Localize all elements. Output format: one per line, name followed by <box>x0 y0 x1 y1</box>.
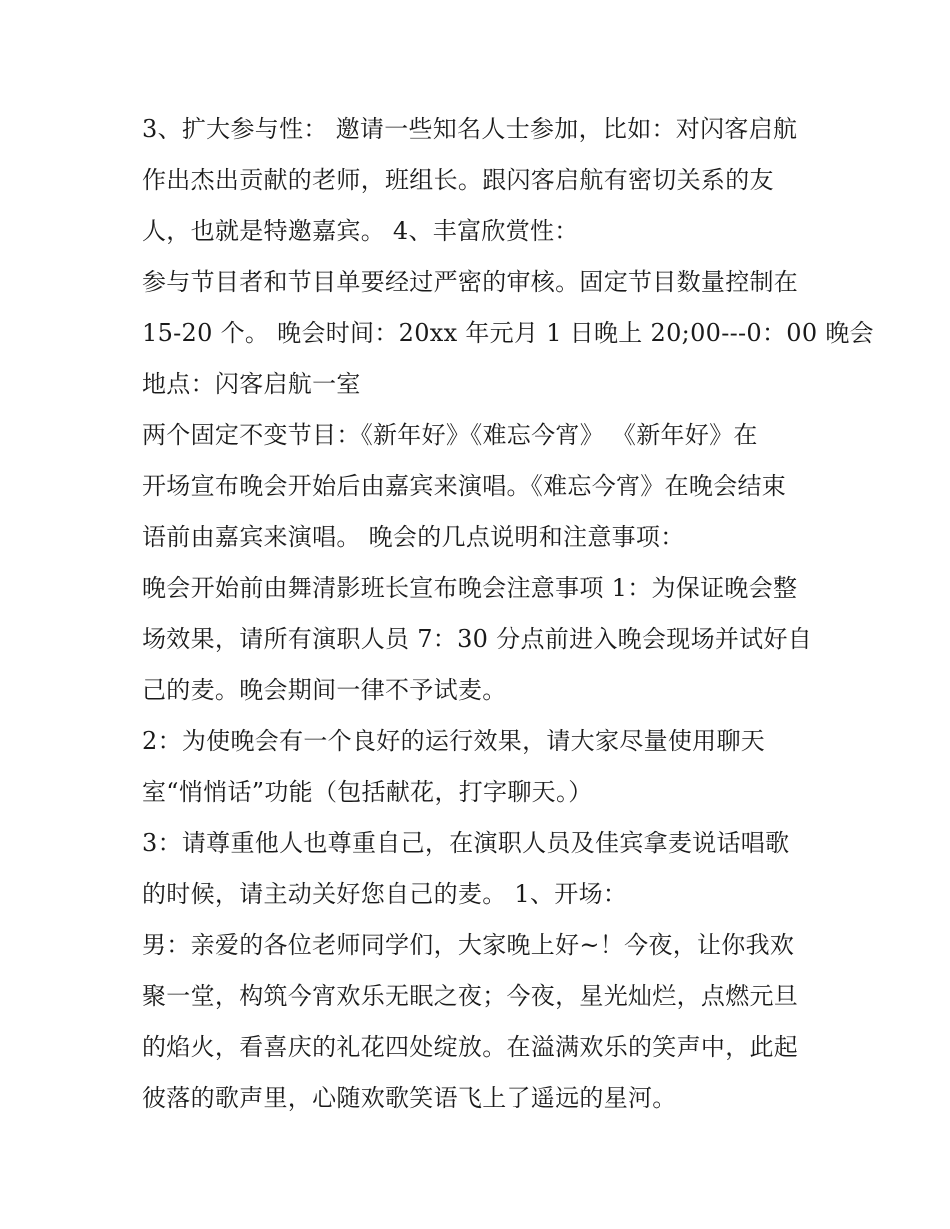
text-line: 室“悄悄话”功能（包括献花，打字聊天。） <box>142 778 593 806</box>
text-line: 的焰火，看喜庆的礼花四处绽放。在溢满欢乐的笑声中，此起 <box>142 1033 799 1061</box>
text-line: 15-20 个。 晚会时间：20xx 年元月 1 日晚上 20;00---0：00 晚会 <box>142 319 874 347</box>
text-line: 场效果，请所有演职人员 7：30 分点前进入晚会现场并试好自 <box>142 625 813 653</box>
text-line: 聚一堂，构筑今宵欢乐无眠之夜；今夜，星光灿烂，点燃元旦 <box>142 982 799 1010</box>
text-line: 地点：闪客启航一室 <box>142 370 361 398</box>
text-line: 彼落的歌声里，心随欢歌笑语飞上了遥远的星河。 <box>142 1084 677 1112</box>
text-line: 参与节目者和节目单要经过严密的审核。固定节目数量控制在 <box>142 268 799 296</box>
text-line: 语前由嘉宾来演唱。 晚会的几点说明和注意事项： <box>142 523 685 551</box>
text-line: 的时候，请主动关好您自己的麦。 1、开场： <box>142 880 628 908</box>
text-line: 2：为使晚会有一个良好的运行效果，请大家尽量使用聊天 <box>142 727 766 755</box>
text-line: 两个固定不变节目：《新年好》《难忘今宵》 《新年好》在 <box>142 421 758 449</box>
document-body <box>142 104 874 1124</box>
text-line: 开场宣布晚会开始后由嘉宾来演唱。《难忘今宵》在晚会结束 <box>142 472 787 500</box>
text-line: 晚会开始前由舞清影班长宣布晚会注意事项 1：为保证晚会整 <box>142 574 798 602</box>
text-line: 3、扩大参与性： 邀请一些知名人士参加，比如：对闪客启航 <box>142 115 798 143</box>
text-line: 己的麦。晚会期间一律不予试麦。 <box>142 676 507 704</box>
text-line: 3：请尊重他人也尊重自己，在演职人员及佳宾拿麦说话唱歌 <box>142 829 790 857</box>
text-line: 人，也就是特邀嘉宾。 4、丰富欣赏性： <box>142 217 579 245</box>
text-line: 男：亲爱的各位老师同学们，大家晚上好~！今夜，让你我欢 <box>142 931 795 959</box>
text-line: 作出杰出贡献的老师，班组长。跟闪客启航有密切关系的友 <box>142 166 774 194</box>
